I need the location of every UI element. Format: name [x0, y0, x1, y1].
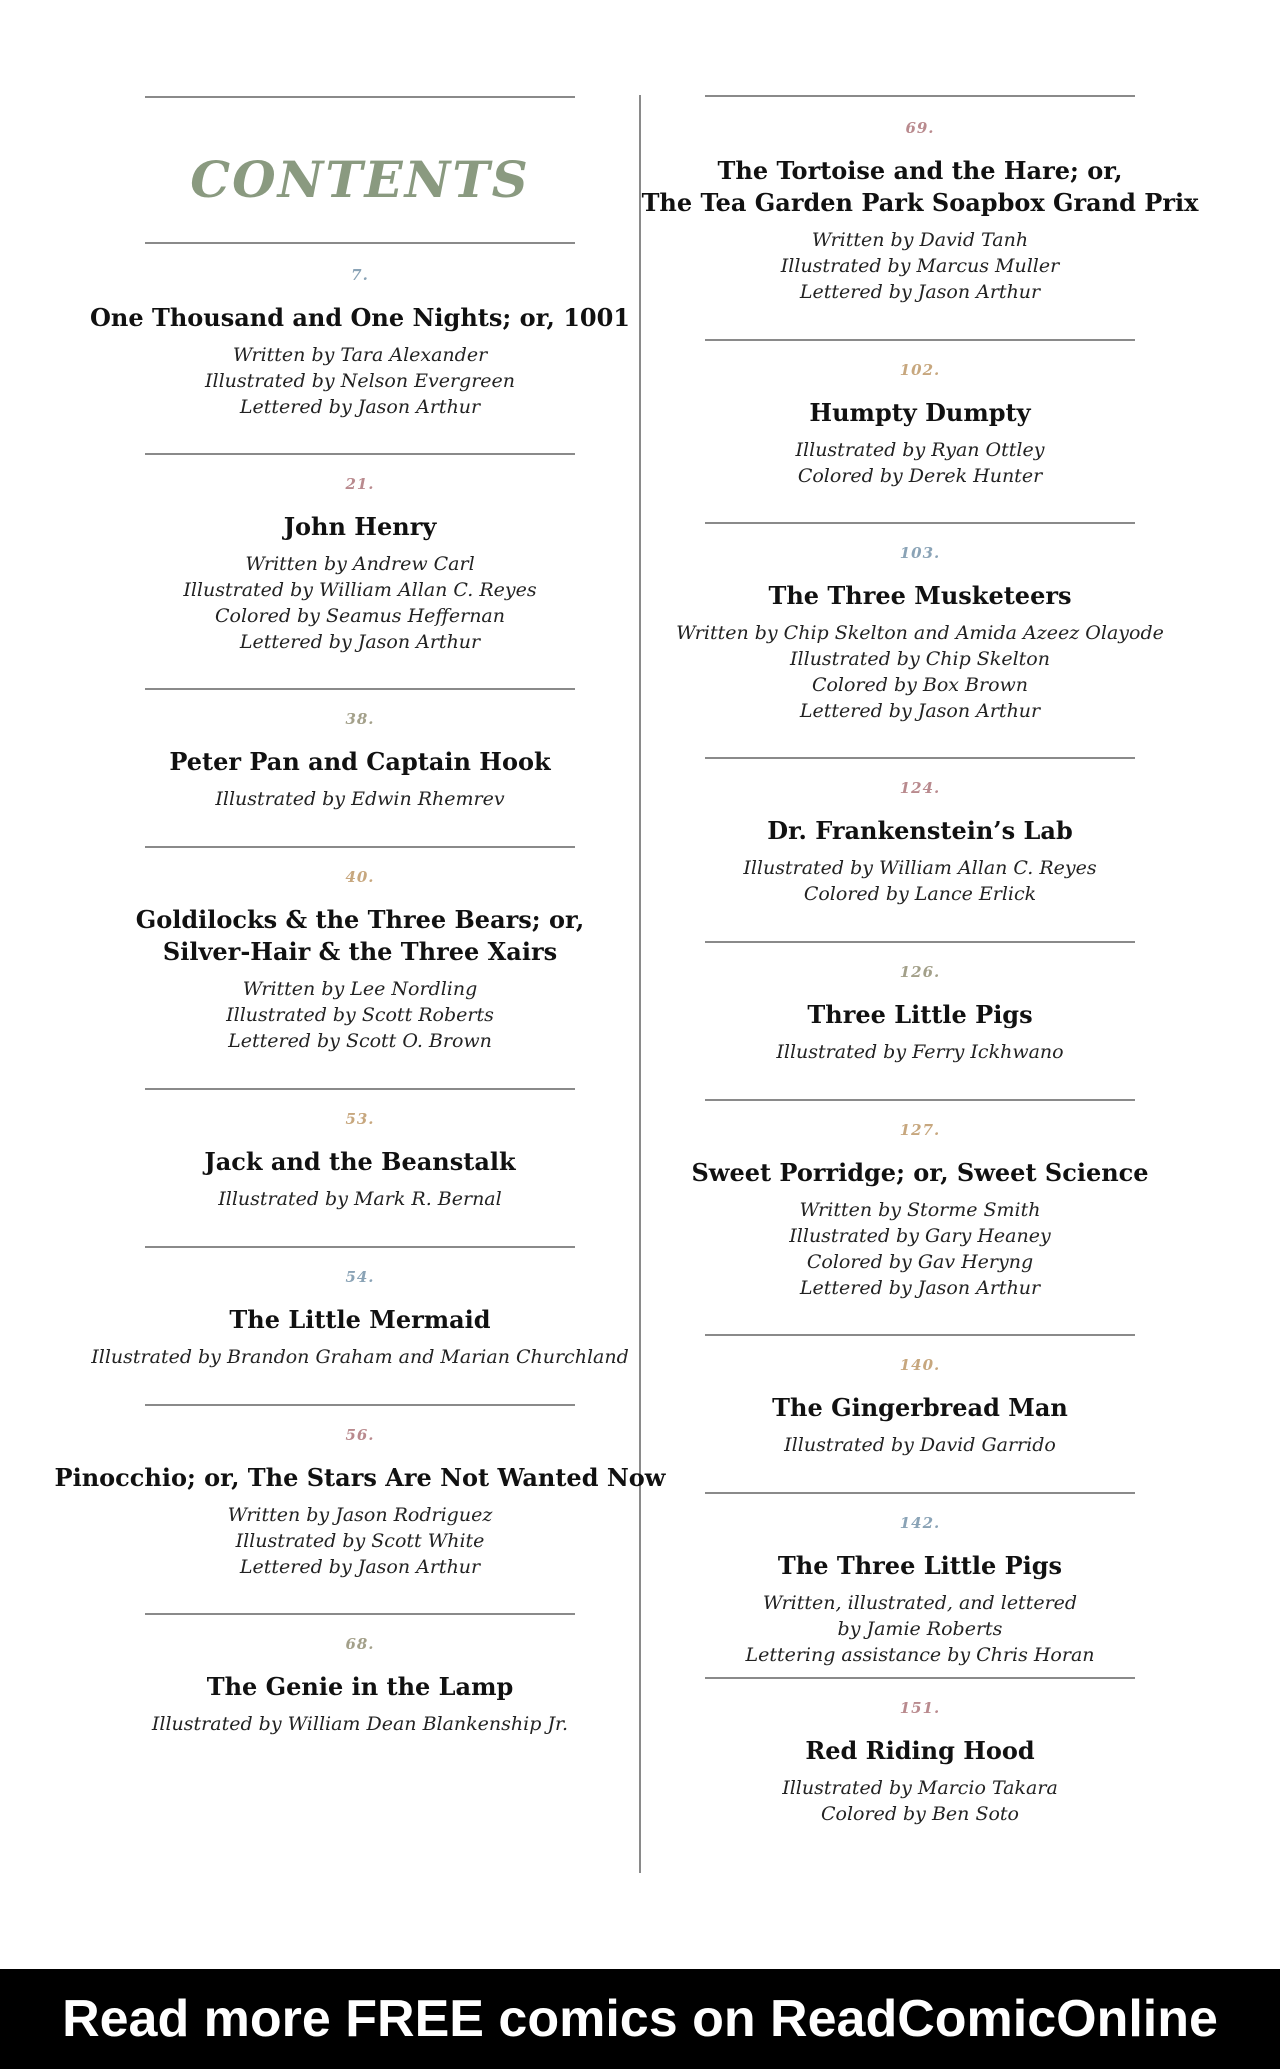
credit-line: Illustrated by William Allan C. Reyes — [183, 579, 537, 601]
credit-line: Lettered by Jason Arthur — [799, 700, 1041, 722]
credit-line: Illustrated by Marcus Muller — [780, 255, 1060, 277]
page-number: 38. — [345, 710, 375, 728]
right-toc-entry[interactable] — [600, 359, 1240, 489]
story-title-line: Silver-Hair & the Three Xairs — [162, 937, 558, 966]
credit-line: Lettered by Jason Arthur — [799, 281, 1041, 303]
rule-under-heading — [145, 242, 575, 244]
right-entry-rule — [705, 757, 1135, 759]
story-credits — [600, 1590, 1240, 1668]
credit-line: Written by Andrew Carl — [245, 553, 475, 575]
credit-line: Written by David Tanh — [811, 229, 1029, 251]
left-entry-rule — [145, 688, 575, 690]
story-title — [0, 746, 720, 778]
rule-top-left — [145, 96, 575, 98]
credit-line: Written by Storme Smith — [799, 1199, 1041, 1221]
story-title-line: The Tea Garden Park Soapbox Grand Prix — [641, 188, 1199, 217]
right-toc-entry[interactable] — [600, 1512, 1240, 1668]
credit-line: Illustrated by Nelson Evergreen — [204, 370, 516, 392]
page-number: 142. — [899, 1514, 941, 1532]
credit-line: Written by Chip Skelton and Amida Azeez Olayode — [676, 622, 1164, 644]
page-number: 21. — [345, 475, 375, 493]
page-number: 68. — [345, 1635, 375, 1653]
page-number: 140. — [899, 1356, 941, 1374]
story-credits — [600, 1432, 1240, 1458]
credit-line: Illustrated by Scott Roberts — [226, 1004, 494, 1026]
story-title — [600, 580, 1240, 612]
page-number: 7. — [351, 266, 369, 284]
story-title — [600, 155, 1240, 219]
page-number: 103. — [899, 544, 941, 562]
page-number: 126. — [899, 963, 941, 981]
story-title — [0, 302, 720, 334]
story-credits — [600, 437, 1240, 489]
story-title-line: John Henry — [283, 512, 437, 541]
story-title-line: Goldilocks & the Three Bears; or, — [135, 905, 585, 934]
page-number: 127. — [899, 1121, 941, 1139]
story-title-line: The Tortoise and the Hare; or, — [717, 156, 1123, 185]
credit-line: Colored by Derek Hunter — [797, 465, 1043, 487]
credit-line: Written by Jason Rodriguez — [227, 1504, 493, 1526]
story-title — [600, 1392, 1240, 1424]
page-number: 102. — [899, 361, 941, 379]
story-title-line: The Gingerbread Man — [772, 1393, 1068, 1422]
story-title-line: Three Little Pigs — [807, 1000, 1033, 1029]
story-title-line: The Genie in the Lamp — [206, 1672, 514, 1701]
left-entry-rule — [145, 1088, 575, 1090]
story-title — [0, 511, 720, 543]
credit-line: Lettered by Jason Arthur — [799, 1277, 1041, 1299]
credit-line: Illustrated by William Dean Blankenship Jr. — [151, 1713, 569, 1735]
story-title-line: Dr. Frankenstein’s Lab — [767, 816, 1073, 845]
story-title — [0, 1462, 720, 1494]
story-credits — [600, 1775, 1240, 1827]
page-number: 69. — [905, 119, 935, 137]
story-title-line: Pinocchio; or, The Stars Are Not Wanted Now — [54, 1463, 666, 1492]
right-entry-rule — [705, 941, 1135, 943]
story-title-line: The Three Little Pigs — [777, 1551, 1063, 1580]
credit-line: Illustrated by Chip Skelton — [790, 648, 1050, 670]
right-entry-rule — [705, 339, 1135, 341]
left-entry-rule — [145, 1246, 575, 1248]
left-entry-rule — [145, 1613, 575, 1615]
credit-line: Written, illustrated, and lettered — [762, 1592, 1078, 1614]
credit-line: Written by Tara Alexander — [232, 344, 488, 366]
story-credits — [600, 620, 1240, 724]
story-credits — [600, 1039, 1240, 1065]
footer-text[interactable]: Read more FREE comics on ReadComicOnline — [62, 1990, 1218, 2048]
left-entry-rule — [145, 453, 575, 455]
story-title — [600, 397, 1240, 429]
right-entry-rule — [705, 1492, 1135, 1494]
page-number: 124. — [899, 779, 941, 797]
right-entry-rule — [705, 1334, 1135, 1336]
story-title — [600, 1550, 1240, 1582]
credit-line: Written by Lee Nordling — [242, 978, 478, 1000]
story-title-line: Peter Pan and Captain Hook — [169, 747, 551, 776]
credit-line: by Jamie Roberts — [837, 1618, 1003, 1640]
right-entry-rule — [705, 522, 1135, 524]
credit-line: Colored by Box Brown — [811, 674, 1029, 696]
contents-heading: CONTENTS — [190, 150, 530, 209]
story-credits — [600, 855, 1240, 907]
credit-line: Illustrated by William Allan C. Reyes — [743, 857, 1097, 879]
story-title-line: The Little Mermaid — [229, 1305, 491, 1334]
credit-line: Illustrated by Edwin Rhemrev — [215, 788, 505, 810]
rule-top-right — [705, 95, 1135, 97]
credit-line: Lettered by Jason Arthur — [239, 631, 481, 653]
credit-line: Lettering assistance by Chris Horan — [745, 1644, 1095, 1666]
story-credits — [600, 227, 1240, 305]
credit-line: Illustrated by Mark R. Bernal — [218, 1188, 502, 1210]
story-title — [600, 1157, 1240, 1189]
credit-line: Illustrated by Brandon Graham and Marian Churchland — [91, 1346, 629, 1368]
story-title-line: Sweet Porridge; or, Sweet Science — [691, 1158, 1149, 1187]
credit-line: Illustrated by Ferry Ickhwano — [776, 1041, 1064, 1063]
credit-line: Lettered by Scott O. Brown — [228, 1030, 492, 1052]
credit-line: Illustrated by Scott White — [235, 1530, 485, 1552]
right-entry-rule — [705, 1677, 1135, 1679]
page-number: 151. — [899, 1699, 941, 1717]
story-title-line: Red Riding Hood — [805, 1736, 1035, 1765]
credit-line: Illustrated by David Garrido — [784, 1434, 1056, 1456]
right-toc-entry[interactable] — [600, 1354, 1240, 1458]
left-entry-rule — [145, 846, 575, 848]
page-number: 56. — [345, 1426, 375, 1444]
story-title-line: Jack and the Beanstalk — [204, 1147, 516, 1176]
page-number: 54. — [345, 1268, 375, 1286]
story-credits — [600, 1197, 1240, 1301]
credit-line: Illustrated by Marcio Takara — [782, 1777, 1058, 1799]
credit-line: Lettered by Jason Arthur — [239, 1556, 481, 1578]
story-title-line: Humpty Dumpty — [809, 398, 1031, 427]
credit-line: Colored by Seamus Heffernan — [215, 605, 505, 627]
right-entry-rule — [705, 1099, 1135, 1101]
story-title-line: One Thousand and One Nights; or, 1001 — [89, 303, 631, 332]
story-title — [600, 1735, 1240, 1767]
story-title-line: The Three Musketeers — [768, 581, 1072, 610]
credit-line: Lettered by Jason Arthur — [239, 396, 481, 418]
page-number: 40. — [345, 868, 375, 886]
credit-line: Illustrated by Gary Heaney — [789, 1225, 1051, 1247]
right-toc-entry[interactable] — [600, 117, 1240, 305]
credit-line: Illustrated by Ryan Ottley — [795, 439, 1045, 461]
right-toc-entry[interactable] — [600, 777, 1240, 907]
right-toc-entry[interactable] — [600, 1119, 1240, 1301]
credit-line: Colored by Gav Heryng — [806, 1251, 1034, 1273]
left-entry-rule — [145, 1404, 575, 1406]
story-title — [600, 815, 1240, 847]
story-title — [600, 999, 1240, 1031]
page-number: 53. — [345, 1110, 375, 1128]
story-title — [0, 904, 720, 968]
footer-banner[interactable] — [0, 1969, 1280, 2069]
right-toc-entry[interactable] — [600, 542, 1240, 724]
credit-line: Colored by Lance Erlick — [803, 883, 1037, 905]
right-toc-entry[interactable] — [600, 1697, 1240, 1827]
story-title — [0, 1304, 720, 1336]
right-toc-entry[interactable] — [600, 961, 1240, 1065]
credit-line: Colored by Ben Soto — [821, 1803, 1019, 1825]
